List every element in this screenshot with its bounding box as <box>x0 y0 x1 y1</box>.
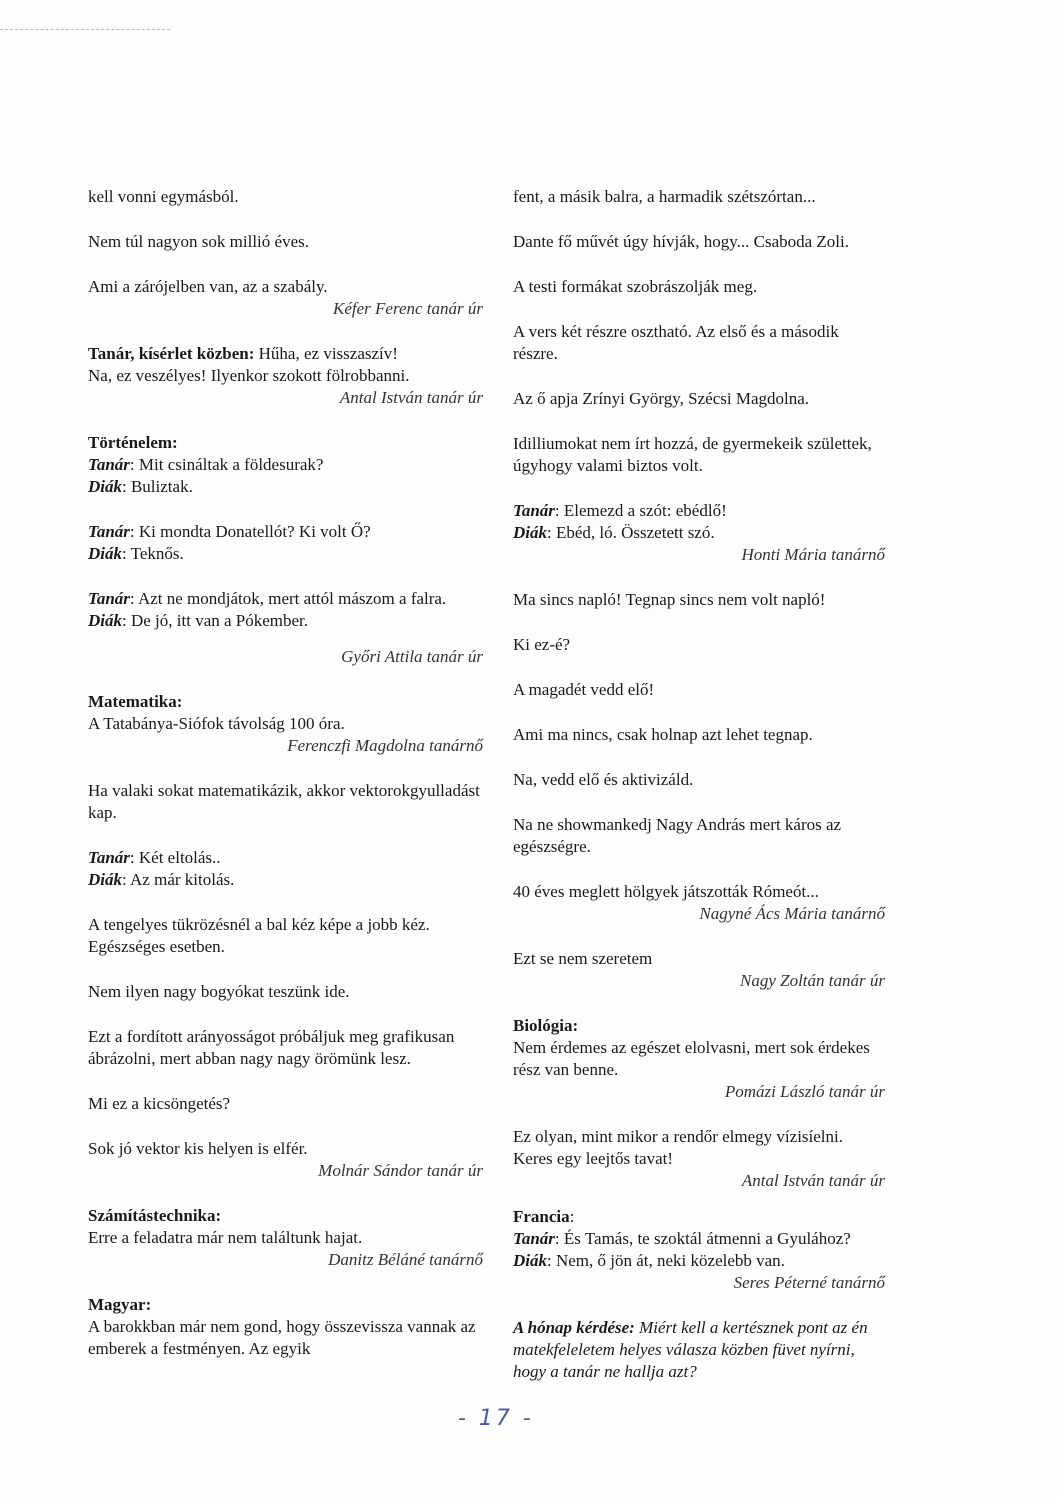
dialogue-text: : Ki mondta Donatellót? Ki volt Ő? <box>129 522 371 541</box>
dialogue-line <box>513 522 885 544</box>
quote-block <box>88 981 483 1003</box>
speaker-label: Diák <box>513 523 547 542</box>
section-heading: Magyar: <box>88 1295 152 1314</box>
quote-text-part: Hűha, ez visszaszív! <box>254 344 398 363</box>
dialogue-line <box>513 1228 885 1250</box>
speaker-label: Diák <box>513 1251 547 1270</box>
quote-block <box>88 1026 483 1070</box>
speaker-label: Tanár <box>88 589 130 608</box>
section-heading: Biológia: <box>513 1016 579 1035</box>
dialogue-line <box>88 610 483 632</box>
quote-text: A magadét vedd elő! <box>513 680 655 699</box>
section-szamitastechnika <box>88 1205 483 1271</box>
quote-block <box>513 948 885 992</box>
quote-block <box>513 321 885 365</box>
section-tortenelem <box>88 432 483 498</box>
dialogue-text: : Nem, ő jön át, neki közelebb van. <box>547 1251 785 1270</box>
quote-text: Ami a zárójelben van, az a szabály. <box>88 277 328 296</box>
right-column <box>513 186 885 1406</box>
speaker-label: Diák <box>88 870 122 889</box>
section-biologia <box>513 1015 885 1103</box>
dialogue-line <box>88 476 483 498</box>
quote-block <box>88 231 483 253</box>
quote-text: Ezt a fordított arányosságot próbáljuk meg grafikusan ábrázolni, mert abban nagy nagy örömünk lesz. <box>88 1027 455 1068</box>
section-heading <box>513 1206 885 1228</box>
quote-text: 40 éves meglett hölgyek játszották Rómeót... <box>513 882 819 901</box>
question-of-the-month <box>513 1317 885 1383</box>
dialogue-text: : Teknős. <box>122 544 184 563</box>
quote-block <box>88 914 483 958</box>
teacher-attribution: Kéfer Ferenc tanár úr <box>333 299 483 318</box>
quote-block <box>513 589 885 611</box>
quote-text: Sok jó vektor kis helyen is elfér. <box>88 1139 308 1158</box>
quote-block <box>88 1093 483 1115</box>
dialogue-text: : Azt ne mondjátok, mert attól mászom a falra. <box>129 589 447 608</box>
dialogue-text: : Mit csináltak a földesurak? <box>129 455 324 474</box>
quote-text: Idilliumokat nem írt hozzá, de gyermekeik születtek, úgyhogy valami biztos volt. <box>513 434 872 475</box>
section-heading: Történelem: <box>88 433 178 452</box>
quote-block <box>88 343 483 409</box>
quote-block <box>513 679 885 701</box>
quote-block <box>513 433 885 477</box>
quote-block <box>513 1126 885 1192</box>
question-label: A hónap kérdése: <box>513 1318 635 1337</box>
teacher-attribution: Nagy Zoltán tanár úr <box>740 971 885 990</box>
teacher-attribution: Honti Mária tanárnő <box>741 545 885 564</box>
quote-text: Ez olyan, mint mikor a rendőr elmegy vízisíelni. Keres egy leejtős tavat! <box>513 1127 843 1168</box>
quote-text: Nem túl nagyon sok millió éves. <box>88 232 309 251</box>
quote-text: A testi formákat szobrászolják meg. <box>513 277 758 296</box>
quote-text: kell vonni egymásból. <box>88 187 239 206</box>
speaker-label: Tanár <box>513 501 555 520</box>
quote-text: Dante fő művét úgy hívják, hogy... Csaboda Zoli. <box>513 232 850 251</box>
teacher-attribution: Ferenczfi Magdolna tanárnő <box>287 736 483 755</box>
dialogue-block <box>88 521 483 565</box>
quote-block <box>513 881 885 925</box>
quote-block <box>88 186 483 208</box>
teacher-attribution: Nagyné Ács Mária tanárnő <box>699 904 885 923</box>
section-heading: Számítástechnika: <box>88 1206 222 1225</box>
section-heading-text: Francia <box>513 1207 570 1226</box>
page-number: - 17 - <box>458 1406 534 1431</box>
quote-block <box>513 388 885 410</box>
quote-block <box>513 231 885 253</box>
quote-text: Nem érdemes az egészet elolvasni, mert sok érdekes rész van benne. <box>513 1038 870 1079</box>
teacher-attribution: Győri Attila tanár úr <box>341 647 483 666</box>
dialogue-text: : Buliztak. <box>122 477 193 496</box>
dialogue-block <box>88 588 483 668</box>
dialogue-block <box>88 847 483 891</box>
quote-text: Az ő apja Zrínyi György, Szécsi Magdolna. <box>513 389 810 408</box>
scan-edge-mark <box>0 29 170 30</box>
section-matematika <box>88 691 483 757</box>
teacher-attribution: Antal István tanár úr <box>339 388 483 407</box>
quote-text: Ki ez-é? <box>513 635 571 654</box>
teacher-attribution: Danitz Béláné tanárnő <box>328 1250 483 1269</box>
dialogue-line <box>88 543 483 565</box>
section-magyar <box>88 1294 483 1360</box>
teacher-attribution: Molnár Sándor tanár úr <box>318 1161 483 1180</box>
dialogue-text: : Ebéd, ló. Összetett szó. <box>547 523 715 542</box>
dialogue-text: : De jó, itt van a Pókember. <box>122 611 309 630</box>
quote-text: A barokkban már nem gond, hogy összevissza vannak az emberek a festményen. Az egyik <box>88 1317 476 1358</box>
quote-block <box>88 276 483 320</box>
speaker-label: Tanár <box>88 848 130 867</box>
dialogue-line <box>513 1250 885 1272</box>
quote-text: Ezt se nem szeretem <box>513 949 653 968</box>
speaker-label: Tanár <box>513 1229 555 1248</box>
teacher-attribution: Seres Péterné tanárnő <box>733 1273 885 1292</box>
quote-block <box>88 780 483 824</box>
quote-block <box>513 724 885 746</box>
quote-block <box>513 814 885 858</box>
section-heading: Matematika: <box>88 692 183 711</box>
teacher-attribution: Antal István tanár úr <box>741 1171 885 1190</box>
teacher-attribution: Pomázi László tanár úr <box>724 1082 885 1101</box>
dialogue-text: : Az már kitolás. <box>122 870 235 889</box>
quote-text: Na ne showmankedj Nagy András mert káros az egészségre. <box>513 815 842 856</box>
speaker-label: Tanár <box>88 522 130 541</box>
quote-text: fent, a másik balra, a harmadik szétszórtan... <box>513 187 816 206</box>
dialogue-line <box>513 500 885 522</box>
question-text: Miért kell a kertésznek pont az én matekfeleletem helyes válasza közben füvet nyírni, hogy a tanár ne hallja azt? <box>513 1318 868 1381</box>
dialogue-line <box>88 869 483 891</box>
dialogue-block <box>513 500 885 566</box>
quote-text <box>88 343 483 365</box>
quote-text: Ami ma nincs, csak holnap azt lehet tegnap. <box>513 725 813 744</box>
quote-block <box>513 769 885 791</box>
quote-text: Na, ez veszélyes! Ilyenkor szokott fölrobbanni. <box>88 366 410 385</box>
quote-block <box>513 634 885 656</box>
quote-text: Na, vedd elő és aktivizáld. <box>513 770 694 789</box>
dialogue-text: : És Tamás, te szoktál átmenni a Gyulához? <box>554 1229 851 1248</box>
quote-text: A tengelyes tükrözésnél a bal kéz képe a jobb kéz. Egészséges esetben. <box>88 915 430 956</box>
quote-text: A vers két részre osztható. Az első és a második részre. <box>513 322 839 363</box>
quote-text: Erre a feladatra már nem találtunk hajat. <box>88 1228 363 1247</box>
quote-text: Ma sincs napló! Tegnap sincs nem volt napló! <box>513 590 826 609</box>
speaker-label: Diák <box>88 477 122 496</box>
quote-text: Mi ez a kicsöngetés? <box>88 1094 231 1113</box>
quote-block <box>513 186 885 208</box>
dialogue-text: : Elemezd a szót: ebédlő! <box>554 501 727 520</box>
dialogue-line <box>88 454 483 476</box>
quote-block <box>513 276 885 298</box>
left-column <box>88 186 483 1383</box>
dialogue-text: : Két eltolás.. <box>129 848 221 867</box>
quote-text: A Tatabánya-Siófok távolság 100 óra. <box>88 714 345 733</box>
speaker-label: Tanár <box>88 455 130 474</box>
speaker-label: Tanár, kísérlet közben: <box>88 344 255 363</box>
dialogue-line <box>88 521 483 543</box>
speaker-label: Diák <box>88 611 122 630</box>
dialogue-line <box>88 588 483 610</box>
quote-text: Nem ilyen nagy bogyókat teszünk ide. <box>88 982 350 1001</box>
dialogue-line <box>88 847 483 869</box>
quote-text: Ha valaki sokat matematikázik, akkor vektorokgyulladást kap. <box>88 781 480 822</box>
quote-block <box>88 1138 483 1182</box>
speaker-label: Diák <box>88 544 122 563</box>
section-francia <box>513 1206 885 1294</box>
heading-colon: : <box>569 1207 575 1226</box>
